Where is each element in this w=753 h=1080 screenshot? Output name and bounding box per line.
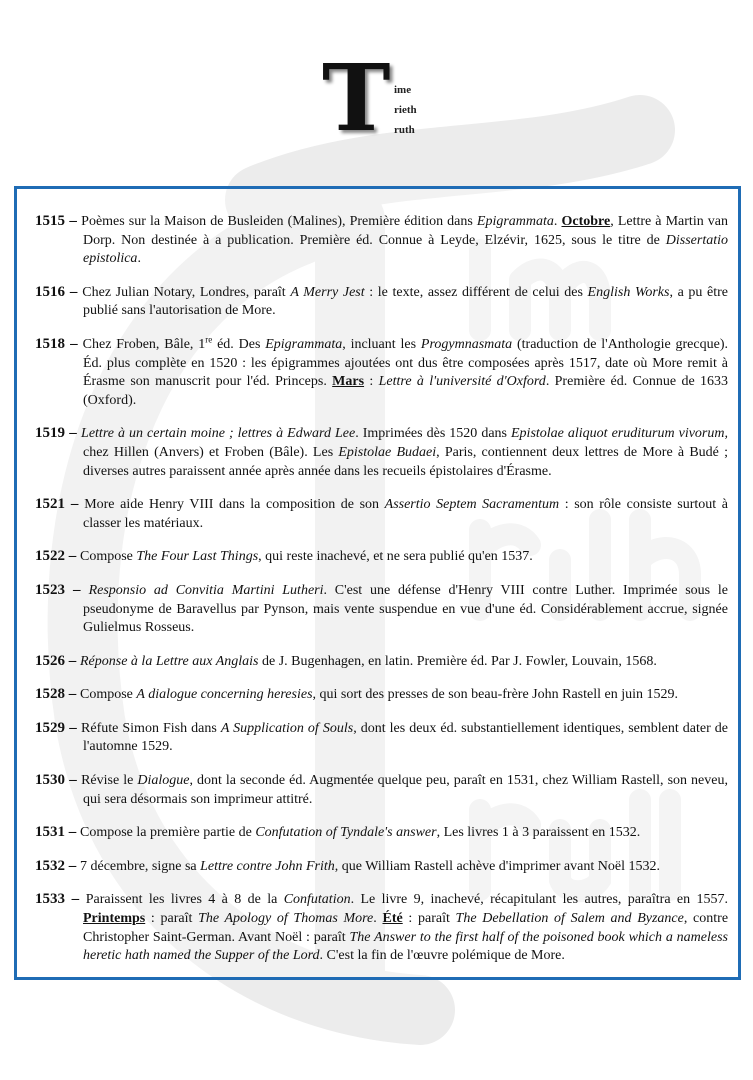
entry-year: 1531: [35, 824, 65, 841]
chronology-entry: [35, 719, 728, 757]
entry-separator: –: [65, 857, 80, 874]
entry-text: . Première éd. Connue de 1633 (Oxford).: [83, 374, 729, 408]
chronology-entry: [35, 890, 728, 965]
work-title: Lettre à un certain moine ; lettres à Edward Lee: [81, 426, 356, 442]
work-title: The Four Last Things: [136, 549, 259, 565]
entry-text: re: [205, 334, 213, 345]
date-marker: Mars: [332, 374, 365, 390]
entry-text: .: [373, 911, 383, 927]
time-trieth-truth-logo: [322, 44, 442, 154]
entry-year: 1528: [35, 686, 65, 703]
entry-year: 1522: [35, 548, 65, 565]
entry-text: , dont les deux éd. substantiellement identiques, semblent dater de l'automne 1529.: [83, 720, 729, 755]
entry-separator: –: [65, 283, 83, 300]
chronology-entry: [35, 495, 728, 533]
chronology-entry: [35, 424, 728, 481]
entry-text: : son rôle consiste surtout à classer les matériaux.: [83, 497, 729, 531]
chronology-entry: [35, 857, 728, 877]
entry-text: .: [553, 214, 562, 229]
work-title: Dissertatio epistolica: [83, 232, 728, 267]
entry-text: de J. Bugenhagen, en latin. Première éd. Par J. Fowler, Louvain, 1568.: [258, 653, 657, 669]
entry-separator: –: [65, 719, 82, 736]
work-title: Confutation: [283, 892, 351, 908]
work-title: Epistolae Budaei: [338, 444, 437, 460]
chronology-entry: [35, 335, 728, 410]
entry-year: 1518: [35, 335, 65, 352]
entry-text: , dont la seconde éd. Augmentée quelque peu, paraît en 1531, chez William Rastell, son neveu, qui sera désormais son imprimeur attitré.: [83, 773, 728, 807]
date-marker: Printemps: [83, 911, 146, 927]
entry-text: Compose: [80, 549, 137, 565]
work-title: Assertio Septem Sacramentum: [384, 497, 560, 513]
work-title: A Merry Jest: [290, 284, 365, 300]
entry-year: 1523: [35, 581, 65, 598]
entry-text: , qui sort des presses de son beau-frère John Rastell en juin 1529.: [312, 687, 679, 703]
entry-text: , Les livres 1 à 3 paraissent en 1532.: [436, 825, 641, 841]
work-title: The Apology of Thomas More: [198, 911, 374, 927]
date-marker: Octobre: [561, 214, 611, 229]
work-title: Responsio ad Convitia Martini Lutheri: [88, 582, 324, 598]
work-title: A Supplication of Souls: [220, 720, 354, 736]
entry-text: , que William Rastell achève d'imprimer avant Noël 1532.: [334, 858, 660, 874]
work-title: Epigrammata: [476, 214, 554, 229]
logo-word: rieth: [394, 104, 417, 116]
entry-text: . Le livre 9, inachevé, récapitulant les autres, paraîtra en 1557.: [350, 892, 729, 908]
entry-separator: –: [65, 548, 80, 565]
entry-text: : paraît: [402, 911, 456, 927]
work-title: Confutation of Tyndale's answer: [255, 825, 437, 841]
entry-text: Poèmes sur la Maison de Busleiden (Malines), Première édition dans: [81, 214, 477, 229]
entry-text: Révise le: [81, 773, 138, 789]
logo-letter: T: [322, 44, 391, 152]
entry-text: , incluant les: [342, 336, 421, 352]
chronology-entry: [35, 652, 728, 672]
entry-separator: –: [65, 581, 89, 598]
entry-year: 1529: [35, 719, 65, 736]
entry-separator: –: [65, 213, 82, 229]
entry-text: Chez Froben, Bâle, 1: [82, 336, 206, 352]
entry-year: 1515: [35, 213, 65, 229]
entry-text: Chez Julian Notary, Londres, paraît: [82, 284, 291, 300]
entry-text: , contre Christopher Saint-German. Avant Noël : paraît: [83, 911, 729, 945]
entry-separator: –: [65, 824, 80, 841]
work-title: English Works: [587, 284, 670, 300]
entry-year: 1530: [35, 772, 65, 789]
entry-text: , a pu être publié sans l'autorisation de More.: [83, 284, 729, 319]
chronology-entry: [35, 771, 728, 809]
entry-text: . Imprimées dès 1520 dans: [355, 426, 511, 442]
chronology-entry: [35, 685, 728, 705]
work-title: The Answer to the first half of the poisoned book which a nameless heretic hath named the Supper of the Lord: [83, 929, 728, 964]
work-title: Epistolae aliquot eruditurum vivorum,: [511, 426, 728, 442]
work-title: A dialogue concerning heresies: [136, 687, 313, 703]
entry-text: Réfute Simon Fish dans: [81, 720, 221, 736]
entry-text: éd. Des: [212, 336, 266, 352]
work-title: Progymnasmata: [420, 336, 513, 352]
date-marker: Été: [382, 911, 403, 927]
chronology-entry: [35, 212, 728, 269]
entry-separator: –: [65, 686, 80, 703]
entry-text: : paraît: [145, 911, 199, 927]
entry-text: . C'est la fin de l'œuvre polémique de More.: [319, 948, 565, 964]
logo-word: ime: [394, 84, 412, 96]
logo-word: ruth: [394, 124, 415, 136]
entry-separator: –: [65, 335, 83, 352]
entry-text: Compose: [80, 687, 137, 703]
entry-separator: –: [65, 496, 85, 513]
work-title: The Debellation of Salem and Byzance: [455, 911, 684, 927]
entry-separator: –: [65, 425, 82, 442]
entry-text: , Paris, contiennent deux lettres de More à Budé ; diverses autres paraissent année après année dans les recueils épistolaires d'Érasme.: [83, 444, 728, 479]
work-title: Lettre à l'université d'Oxford: [378, 374, 546, 390]
entry-text: 7 décembre, signe sa: [80, 858, 201, 874]
entry-text: : le texte, assez différent de celui des: [364, 284, 588, 300]
entry-text: Compose la première partie de: [80, 825, 256, 841]
entry-text: , Lettre à Martin van Dorp. Non destinée à a publication. Première éd. Connue à Leyde, Elzévir, 1625, sous le titre de: [83, 214, 728, 248]
entry-text: Paraissent les livres 4 à 8 de la: [85, 892, 284, 908]
entry-separator: –: [65, 652, 80, 669]
entry-text: .: [137, 251, 141, 267]
chronology-entry: [35, 823, 728, 843]
entry-year: 1532: [35, 857, 65, 874]
entry-year: 1519: [35, 425, 65, 442]
work-title: Epigrammata: [265, 336, 343, 352]
chronology-entry: [35, 581, 728, 638]
entry-text: chez Hillen (Anvers) et Froben (Bâle). Les: [83, 444, 339, 460]
chronology-entry: [35, 547, 728, 567]
entry-year: 1516: [35, 283, 65, 300]
entry-year: 1526: [35, 652, 65, 669]
entry-text: (traduction de l'Anthologie grecque). Éd. plus complète en 1520 : les épigrammes ajoutées ont dus être composées après 1517, date où More remit à Érasme son manuscrit pour l'éd. Princeps.: [83, 336, 728, 390]
work-title: Réponse à la Lettre aux Anglais: [80, 653, 259, 669]
entry-text: :: [364, 374, 379, 390]
work-title: Lettre contre John Frith: [200, 858, 335, 874]
work-title: Dialogue: [137, 773, 190, 789]
entry-text: . C'est une défense d'Henry VIII contre Luther. Imprimée sous le pseudonyme de Baravellus par Pynson, mais vente suspendue en vue d'une éd. Considérablement accrue, signée Gulielmus Rosseus.: [83, 582, 729, 636]
entry-year: 1533: [35, 891, 65, 908]
entry-separator: –: [65, 772, 82, 789]
entry-text: , qui reste inachevé, et ne sera publié qu'en 1537.: [258, 549, 533, 565]
chronology-box: [14, 186, 741, 980]
entry-separator: –: [65, 891, 86, 908]
chronology-entry: [35, 283, 728, 321]
chronology-list: [17, 189, 738, 966]
entry-year: 1521: [35, 496, 65, 513]
entry-text: More aide Henry VIII dans la composition de son: [84, 497, 385, 513]
